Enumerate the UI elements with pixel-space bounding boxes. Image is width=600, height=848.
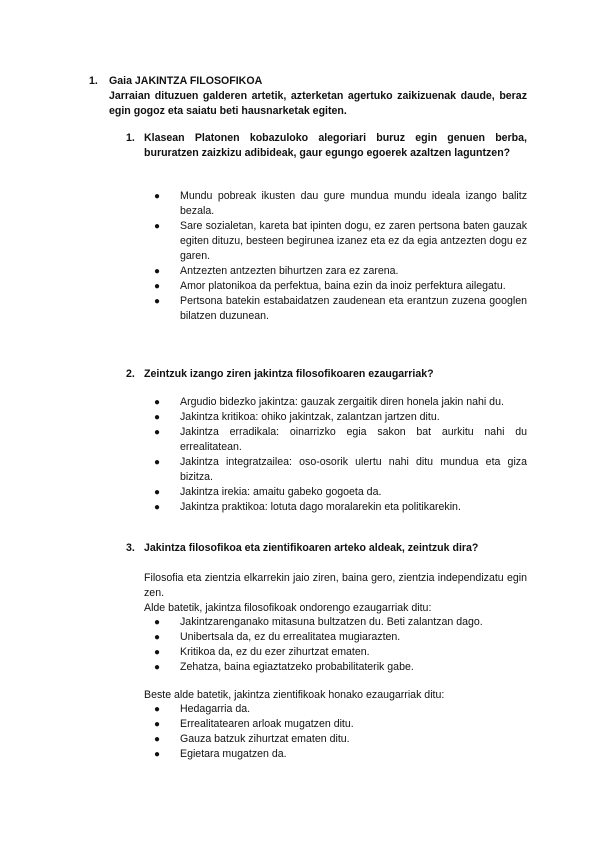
list-item-text: Gauza batzuk zihurtzat ematen ditu.	[180, 733, 350, 745]
list-item	[154, 294, 527, 324]
list-item-text: Mundu pobreak ikusten dau gure mundua mundu ideala izango balitz bezala.	[180, 190, 527, 217]
question-3-philosophy-list	[154, 615, 527, 675]
section-intro: Jarraian dituzuen galderen artetik, azterketan agertuko zaikizuenak daude, beraz egin gogoz eta saiatu beti hausnarketak egiten.	[109, 90, 527, 117]
list-item-text: Kritikoa da, ez du ezer zihurtzat ematen.	[180, 646, 370, 658]
list-item	[154, 410, 527, 425]
list-item	[154, 455, 527, 485]
list-item	[154, 645, 527, 660]
bullet-icon: ●	[154, 221, 161, 232]
question-3-text: Jakintza filosofikoa eta zientifikoaren arteko aldeak, zeintzuk dira?	[144, 542, 479, 554]
question-3-science-list	[154, 702, 527, 762]
list-item-text: Jakintza praktikoa: lotuta dago moralarekin eta politikarekin.	[180, 501, 461, 513]
bullet-icon: ●	[154, 281, 161, 292]
question-3-paragraph-2: Alde batetik, jakintza filosofikoak ondorengo ezaugarriak ditu:	[144, 602, 432, 614]
list-item-text: Zehatza, baina egiaztatzeko probabilitaterik gabe.	[180, 661, 414, 673]
question-3-number: 3.	[126, 542, 135, 554]
list-item	[154, 660, 527, 675]
list-item	[154, 630, 527, 645]
bullet-icon: ●	[154, 704, 161, 715]
list-item	[154, 264, 527, 279]
bullet-icon: ●	[154, 427, 161, 438]
bullet-icon: ●	[154, 412, 161, 423]
list-item-text: Amor platonikoa da perfektua, baina ezin da inoiz perfektura ailegatu.	[180, 280, 506, 292]
bullet-icon: ●	[154, 266, 161, 277]
list-item	[154, 189, 527, 219]
bullet-icon: ●	[154, 296, 161, 307]
bullet-icon: ●	[154, 749, 161, 760]
list-item-text: Errealitatearen arloak mugatzen ditu.	[180, 718, 354, 730]
list-item	[154, 702, 527, 717]
bullet-icon: ●	[154, 719, 161, 730]
list-item-text: Jakintza irekia: amaitu gabeko gogoeta da.	[180, 486, 382, 498]
list-item	[154, 747, 527, 762]
bullet-icon: ●	[154, 457, 161, 468]
list-item	[154, 717, 527, 732]
bullet-icon: ●	[154, 397, 161, 408]
list-item	[154, 279, 527, 294]
question-3-paragraph-1: Filosofia eta zientzia elkarrekin jaio ziren, baina gero, zientzia independizatu egin zen.	[144, 572, 527, 599]
bullet-icon: ●	[154, 502, 161, 513]
list-item-text: Jakintzarenganako mitasuna bultzatzen du. Beti zalantzan dago.	[180, 616, 483, 628]
section-title: Gaia JAKINTZA FILOSOFIKOA	[109, 75, 263, 87]
bullet-icon: ●	[154, 734, 161, 745]
list-item-text: Jakintza erradikala: oinarrizko egia sakon bat aurkitu nahi du errealitatean.	[180, 426, 527, 453]
list-item	[154, 732, 527, 747]
list-item	[154, 395, 527, 410]
question-1-answer-list	[154, 189, 527, 324]
section-number: 1.	[89, 75, 98, 87]
question-2-answer-list	[154, 395, 527, 515]
bullet-icon: ●	[154, 632, 161, 643]
bullet-icon: ●	[154, 617, 161, 628]
question-2-number: 2.	[126, 368, 135, 380]
list-item-text: Sare sozialetan, kareta bat ipinten dogu, ez zaren pertsona baten gauzak egiten dituzu, besteen begirunea izanez eta ez da egia antzezten dogu ez garen.	[180, 220, 527, 262]
bullet-icon: ●	[154, 191, 161, 202]
list-item-text: Jakintza kritikoa: ohiko jakintzak, zalantzan jartzen ditu.	[180, 411, 440, 423]
bullet-icon: ●	[154, 487, 161, 498]
list-item-text: Unibertsala da, ez du errealitatea mugiarazten.	[180, 631, 401, 643]
list-item	[154, 485, 527, 500]
list-item-text: Argudio bidezko jakintza: gauzak zergaitik diren honela jakin nahi du.	[180, 396, 504, 408]
bullet-icon: ●	[154, 647, 161, 658]
question-1-number: 1.	[126, 132, 135, 144]
list-item	[154, 425, 527, 455]
list-item	[154, 219, 527, 264]
question-2-text: Zeintzuk izango ziren jakintza filosofikoaren ezaugarriak?	[144, 368, 434, 380]
list-item	[154, 500, 527, 515]
list-item-text: Egietara mugatzen da.	[180, 748, 287, 760]
bullet-icon: ●	[154, 662, 161, 673]
list-item-text: Pertsona batekin estabaidatzen zaudenean eta erantzun zuzena googlen bilatzen duzunean.	[180, 295, 527, 322]
list-item-text: Jakintza integratzailea: oso-osorik ulertu nahi ditu mundua eta giza bizitza.	[180, 456, 527, 483]
list-item	[154, 615, 527, 630]
list-item-text: Hedagarria da.	[180, 703, 251, 715]
question-1-text: Klasean Platonen kobazuloko alegoriari buruz egin genuen berba, bururatzen zaizkizu adibideak, gaur egungo egoerek azaltzen laguntzen?	[144, 132, 527, 159]
list-item-text: Antzezten antzezten bihurtzen zara ez zarena.	[180, 265, 399, 277]
question-3-paragraph-3: Beste alde batetik, jakintza zientifikoak honako ezaugarriak ditu:	[144, 689, 445, 701]
